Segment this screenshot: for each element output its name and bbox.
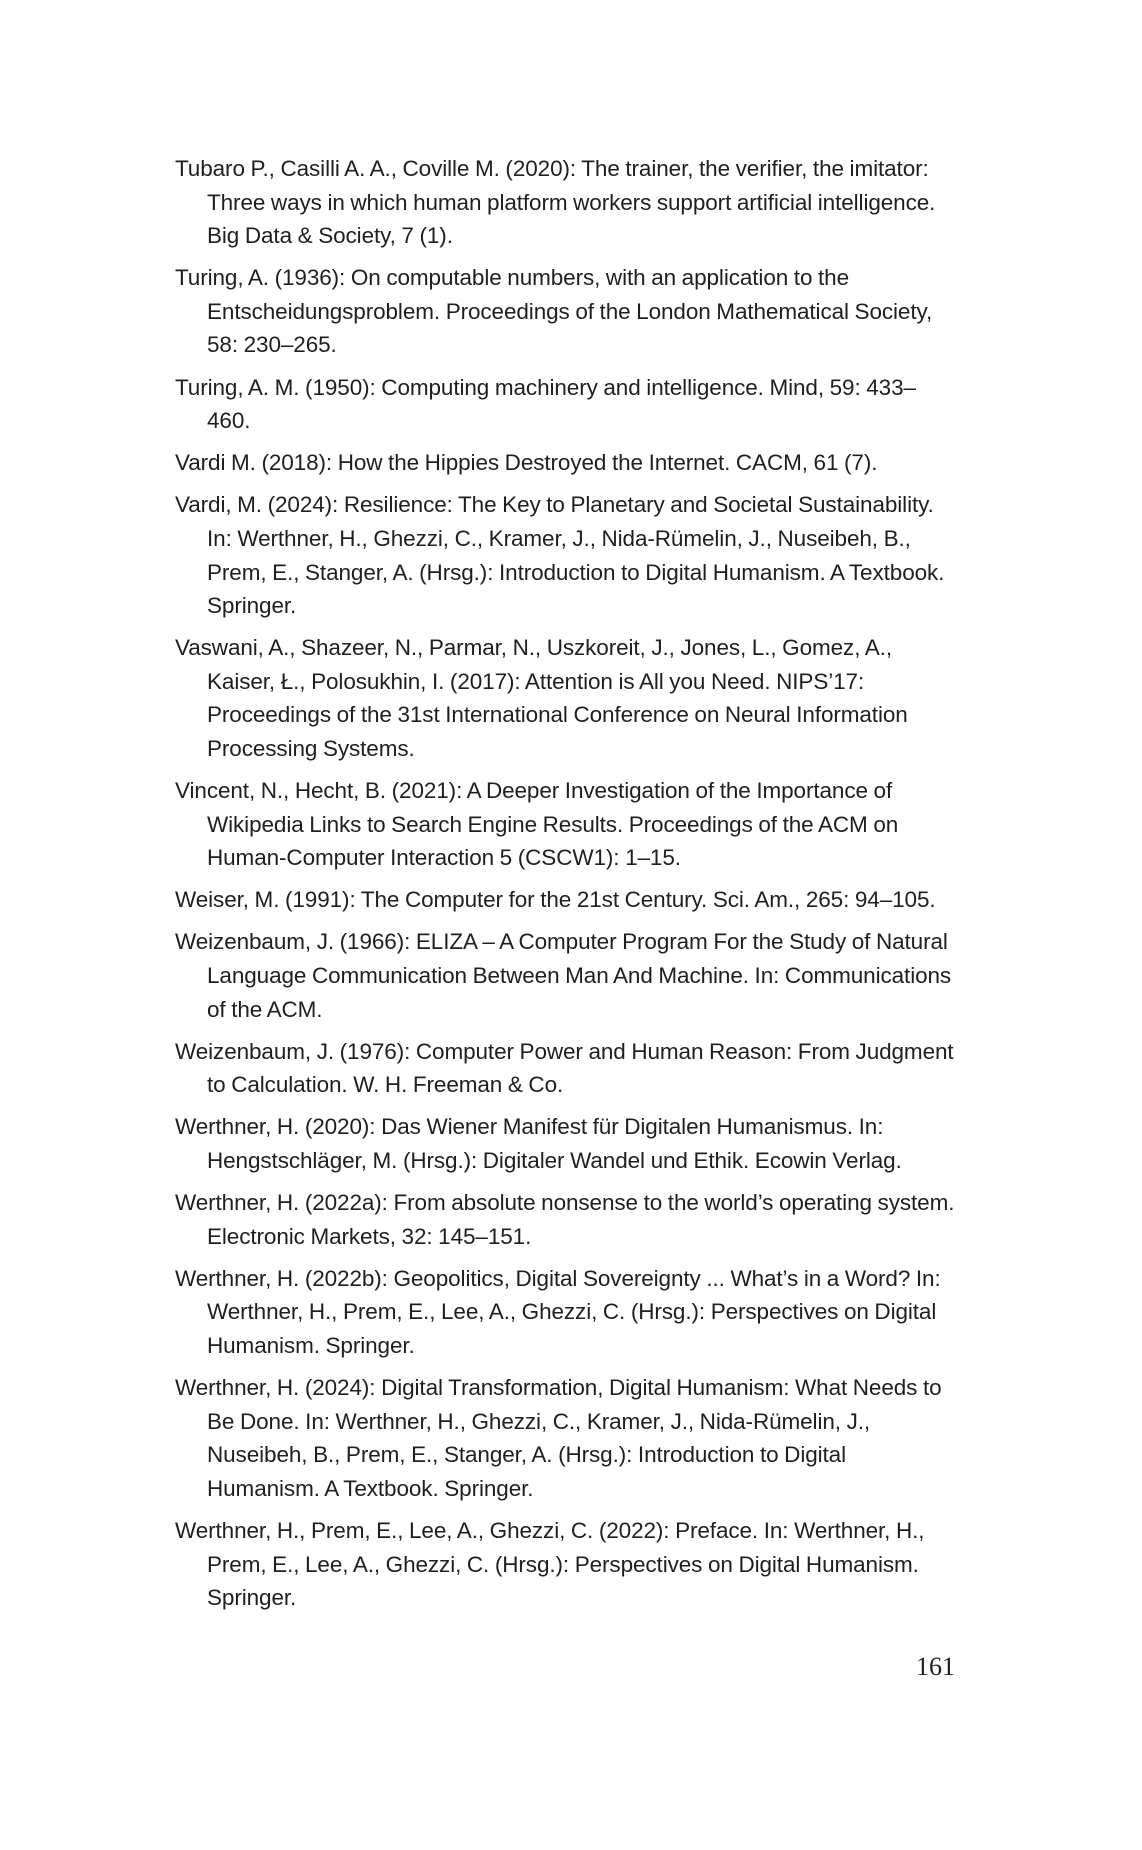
reference-entry: Werthner, H. (2022b): Geopolitics, Digital Sovereignty ... What’s in a Word? In: Werthner, H., Prem, E., Lee, A., Ghezzi, C. (Hrsg.): Perspectives on Digital Humanism. Springer. <box>175 1265 941 1358</box>
reference-entry: Vincent, N., Hecht, B. (2021): A Deeper Investigation of the Importance of Wikipedia Links to Search Engine Results. Proceedings of the ACM on Human-Computer Interaction 5 (CSCW1): 1–15. <box>175 778 899 871</box>
reference-entry: Werthner, H. (2020): Das Wiener Manifest für Digitalen Humanismus. In: Hengstschläger, M. (Hrsg.): Digitaler Wandel und Ethik. Ecowin Verlag. <box>175 1114 902 1174</box>
reference-entry: Vardi, M. (2024): Resilience: The Key to Planetary and Societal Sustainability. In: Werthner, H., Ghezzi, C., Kramer, J., Nida-Rümelin, J., Nuseibeh, B., Prem, E., Stanger, A. (Hrsg.): Introduction to Digital Humanism. A Textbook. Springer. <box>175 492 945 619</box>
reference-entry: Werthner, H. (2022a): From absolute nonsense to the world’s operating system. Electronic Markets, 32: 145–151. <box>175 1190 955 1249</box>
reference-entry: Werthner, H., Prem, E., Lee, A., Ghezzi, C. (2022): Preface. In: Werthner, H., Prem, E., Lee, A., Ghezzi, C. (Hrsg.): Perspectives on Digital Humanism. Springer. <box>175 1517 925 1611</box>
reference-entry: Weiser, M. (1991): The Computer for the 21st Century. Sci. Am., 265: 94–105. <box>175 887 936 913</box>
page-number: 161 <box>916 1652 955 1681</box>
reference-list <box>175 152 955 1623</box>
reference-entry: Turing, A. (1936): On computable numbers, with an application to the Entscheidungsproblem. Proceedings of the London Mathematical Society, 58: 230–265. <box>175 265 933 358</box>
reference-entry: Tubaro P., Casilli A. A., Coville M. (2020): The trainer, the verifier, the imitator: Three ways in which human platform workers support artificial intelligence. Big Data & Society, 7 (1). <box>175 156 936 249</box>
reference-entry: Werthner, H. (2024): Digital Transformation, Digital Humanism: What Needs to Be Done. In: Werthner, H., Ghezzi, C., Kramer, J., Nida-Rümelin, J., Nuseibeh, B., Prem, E., Stanger, A. (Hrsg.): Introduction to Digital Humanism. A Textbook. Springer. <box>175 1375 942 1501</box>
reference-entry: Weizenbaum, J. (1976): Computer Power and Human Reason: From Judgment to Calculation. W. H. Freeman & Co. <box>175 1038 954 1098</box>
reference-entry: Turing, A. M. (1950): Computing machinery and intelligence. Mind, 59: 433–460. <box>175 374 916 434</box>
reference-entry: Vaswani, A., Shazeer, N., Parmar, N., Uszkoreit, J., Jones, L., Gomez, A., Kaiser, Ł., Polosukhin, I. (2017): Attention is All you Need. NIPS’17: Proceedings of the 31st International Conference on Neural Information Processing Systems. <box>175 635 908 761</box>
reference-entry: Weizenbaum, J. (1966): ELIZA – A Computer Program For the Study of Natural Language Communication Between Man And Machine. In: Communications of the ACM. <box>175 929 952 1022</box>
reference-entry: Vardi M. (2018): How the Hippies Destroyed the Internet. CACM, 61 (7). <box>175 450 878 476</box>
